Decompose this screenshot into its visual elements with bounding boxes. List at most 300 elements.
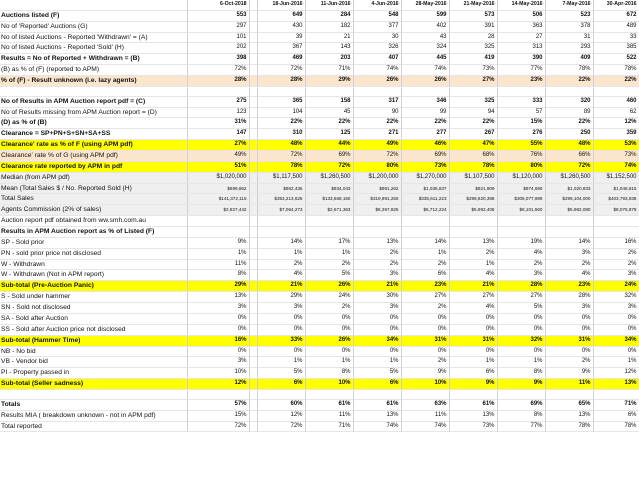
row-label-cell[interactable]: Auction report pdf obtained from ww.smh.com.au [0, 216, 187, 227]
value-cell[interactable]: 73% [449, 65, 497, 76]
value-cell[interactable]: $2,671,363 [305, 205, 353, 216]
value-cell[interactable]: 43 [401, 32, 449, 43]
value-cell[interactable]: 12% [593, 368, 639, 379]
value-cell[interactable]: 12% [593, 118, 639, 129]
value-cell[interactable]: 2% [401, 357, 449, 368]
value-cell[interactable]: 6% [401, 270, 449, 281]
value-cell[interactable]: 10% [187, 368, 249, 379]
value-cell[interactable]: 32% [497, 335, 545, 346]
value-cell[interactable]: 72% [257, 151, 305, 162]
value-cell[interactable]: 5% [257, 368, 305, 379]
value-cell[interactable]: 99 [401, 107, 449, 118]
value-cell[interactable]: 12% [187, 379, 249, 390]
value-cell[interactable]: 293 [545, 43, 593, 54]
value-cell[interactable]: 15% [187, 410, 249, 421]
value-cell[interactable]: 3% [353, 303, 401, 314]
value-cell[interactable]: 74% [401, 65, 449, 76]
value-cell[interactable]: 5% [353, 368, 401, 379]
value-cell[interactable]: $6,101,560 [497, 205, 545, 216]
row-label-cell[interactable]: W - Withdrawn (Not in APM report) [0, 270, 187, 281]
value-cell[interactable]: 22% [305, 118, 353, 129]
value-cell[interactable] [187, 227, 249, 238]
value-cell[interactable]: 0% [187, 346, 249, 357]
value-cell[interactable]: 326 [353, 43, 401, 54]
value-cell[interactable]: $305,077,989 [497, 194, 545, 205]
row-label-cell[interactable]: Clearance' rate % of G (using APM pdf) [0, 151, 187, 162]
row-label-cell[interactable]: No of Results missing from APM Auction report = (D) [0, 107, 187, 118]
value-cell[interactable]: 31% [545, 335, 593, 346]
value-cell[interactable]: 44% [305, 140, 353, 151]
row-label-cell[interactable]: Totals [0, 399, 187, 410]
value-cell[interactable]: 27% [187, 140, 249, 151]
value-cell[interactable]: 313 [497, 43, 545, 54]
value-cell[interactable]: 72% [257, 65, 305, 76]
value-cell[interactable]: 378 [545, 21, 593, 32]
value-cell[interactable]: 0% [353, 313, 401, 324]
value-cell[interactable]: 33 [593, 32, 639, 43]
value-cell[interactable]: 0% [353, 346, 401, 357]
value-cell[interactable]: 32% [593, 292, 639, 303]
value-cell[interactable]: 0% [545, 324, 593, 335]
value-cell[interactable]: 409 [545, 54, 593, 65]
row-label-cell[interactable]: No of 'Reported' Auctions (G) [0, 21, 187, 32]
value-cell[interactable]: $1,035,837 [401, 183, 449, 194]
row-label-cell[interactable]: Total Sales [0, 194, 187, 205]
value-cell[interactable]: $299,104,000 [545, 194, 593, 205]
row-label-cell[interactable]: No of Results in APM Auction report pdf = (C) [0, 96, 187, 107]
value-cell[interactable]: 1% [449, 357, 497, 368]
row-label-cell[interactable]: Sub-total (Hammer Time) [0, 335, 187, 346]
value-cell[interactable]: 398 [187, 54, 249, 65]
value-cell[interactable]: 62 [593, 107, 639, 118]
value-cell[interactable]: 3% [545, 248, 593, 259]
row-label-cell[interactable]: Results = No of Reported + Withdrawn = (B) [0, 54, 187, 65]
value-cell[interactable]: 65% [545, 399, 593, 410]
value-cell[interactable]: 22% [545, 118, 593, 129]
value-cell[interactable]: 0% [593, 346, 639, 357]
value-cell[interactable]: $2,827,442 [187, 205, 249, 216]
value-cell[interactable]: 27% [401, 292, 449, 303]
value-cell[interactable]: 13% [449, 237, 497, 248]
row-label-cell[interactable]: Mean (Total Sales $ / No. Reported Sold (H) [0, 183, 187, 194]
value-cell[interactable]: 80% [353, 161, 401, 172]
value-cell[interactable]: 4% [545, 270, 593, 281]
value-cell[interactable]: 320 [545, 96, 593, 107]
value-cell[interactable]: 72% [545, 161, 593, 172]
value-cell[interactable]: 30% [353, 292, 401, 303]
value-cell[interactable]: 14% [545, 237, 593, 248]
value-cell[interactable]: 72% [353, 151, 401, 162]
column-header-cell[interactable]: 30-Apr-2016 [593, 0, 639, 10]
value-cell[interactable]: $921,909 [449, 183, 497, 194]
value-cell[interactable]: 26% [401, 76, 449, 87]
value-cell[interactable]: 460 [593, 96, 639, 107]
row-label-cell[interactable]: SN - Sold not disclosed [0, 303, 187, 314]
value-cell[interactable]: 1% [305, 357, 353, 368]
value-cell[interactable]: 78% [593, 65, 639, 76]
value-cell[interactable]: $335,611,223 [401, 194, 449, 205]
value-cell[interactable]: $1,260,500 [545, 172, 593, 183]
value-cell[interactable]: 9% [449, 379, 497, 390]
value-cell[interactable]: 77% [497, 421, 545, 432]
value-cell[interactable]: 284 [305, 10, 353, 21]
value-cell[interactable]: 0% [187, 324, 249, 335]
row-label-cell[interactable] [0, 389, 187, 399]
value-cell[interactable]: 13% [353, 410, 401, 421]
value-cell[interactable]: 548 [353, 10, 401, 21]
value-cell[interactable]: $1,270,000 [401, 172, 449, 183]
row-label-cell[interactable]: (D) as % of (B) [0, 118, 187, 129]
value-cell[interactable]: 2% [449, 248, 497, 259]
value-cell[interactable]: 26% [353, 76, 401, 87]
value-cell[interactable] [401, 216, 449, 227]
value-cell[interactable]: 297 [187, 21, 249, 32]
value-cell[interactable]: 202 [187, 43, 249, 54]
value-cell[interactable]: 29% [257, 292, 305, 303]
value-cell[interactable]: 2% [545, 259, 593, 270]
value-cell[interactable]: 377 [353, 21, 401, 32]
value-cell[interactable]: 80% [497, 161, 545, 172]
value-cell[interactable]: 182 [305, 21, 353, 32]
value-cell[interactable]: 61% [449, 399, 497, 410]
value-cell[interactable] [401, 86, 449, 96]
value-cell[interactable]: 73% [593, 151, 639, 162]
value-cell[interactable]: 72% [187, 65, 249, 76]
row-label-cell[interactable]: PN - sold prior price not disclosed [0, 248, 187, 259]
value-cell[interactable] [257, 389, 305, 399]
row-label-cell[interactable]: Agents Commission (2% of sales) [0, 205, 187, 216]
value-cell[interactable]: 3% [593, 270, 639, 281]
value-cell[interactable]: 27 [497, 32, 545, 43]
value-cell[interactable] [593, 389, 639, 399]
value-cell[interactable]: 599 [401, 10, 449, 21]
value-cell[interactable]: $7,064,273 [257, 205, 305, 216]
value-cell[interactable]: 13% [353, 237, 401, 248]
row-label-cell[interactable]: No of listed Auctions - Reported 'Sold' (H) [0, 43, 187, 54]
row-label-cell[interactable]: Results MIA ( breakdown unknown - not in APM pdf) [0, 410, 187, 421]
value-cell[interactable]: 0% [401, 313, 449, 324]
value-cell[interactable]: 6% [593, 410, 639, 421]
value-cell[interactable]: 22% [545, 76, 593, 87]
value-cell[interactable]: 8% [497, 368, 545, 379]
value-cell[interactable]: 317 [353, 96, 401, 107]
value-cell[interactable]: 4% [257, 270, 305, 281]
value-cell[interactable]: 276 [497, 129, 545, 140]
value-cell[interactable]: 325 [449, 96, 497, 107]
value-cell[interactable]: 3% [497, 270, 545, 281]
value-cell[interactable]: 4% [449, 303, 497, 314]
value-cell[interactable]: 12% [257, 410, 305, 421]
value-cell[interactable] [353, 227, 401, 238]
value-cell[interactable]: 72% [257, 421, 305, 432]
value-cell[interactable]: $962,435 [257, 183, 305, 194]
value-cell[interactable]: $1,117,500 [257, 172, 305, 183]
value-cell[interactable]: 33% [257, 335, 305, 346]
value-cell[interactable]: $974,690 [497, 183, 545, 194]
value-cell[interactable] [257, 86, 305, 96]
value-cell[interactable]: 69% [401, 151, 449, 162]
value-cell[interactable]: 3% [187, 357, 249, 368]
value-cell[interactable]: 0% [257, 346, 305, 357]
value-cell[interactable]: 47% [449, 140, 497, 151]
value-cell[interactable]: 10% [401, 379, 449, 390]
value-cell[interactable]: $1,020,833 [545, 183, 593, 194]
value-cell[interactable]: 506 [497, 10, 545, 21]
value-cell[interactable]: 2% [401, 259, 449, 270]
value-cell[interactable] [353, 216, 401, 227]
column-header-cell[interactable]: 18-Jun-2016 [257, 0, 305, 10]
value-cell[interactable]: 17% [305, 237, 353, 248]
value-cell[interactable]: 48% [257, 140, 305, 151]
value-cell[interactable]: 123 [187, 107, 249, 118]
value-cell[interactable]: 553 [187, 10, 249, 21]
value-cell[interactable]: 24% [305, 292, 353, 303]
value-cell[interactable]: 69% [497, 399, 545, 410]
row-label-cell[interactable]: Results in APM Auction report as % of Listed (F) [0, 227, 187, 238]
row-label-cell[interactable]: SP - Sold prior [0, 237, 187, 248]
value-cell[interactable] [257, 216, 305, 227]
value-cell[interactable]: $8,075,879 [593, 205, 639, 216]
value-cell[interactable]: 2% [353, 259, 401, 270]
value-cell[interactable]: 4% [497, 248, 545, 259]
value-cell[interactable]: 522 [593, 54, 639, 65]
value-cell[interactable]: 24% [593, 281, 639, 292]
value-cell[interactable]: 2% [401, 303, 449, 314]
value-cell[interactable]: $299,620,398 [449, 194, 497, 205]
value-cell[interactable]: 0% [257, 324, 305, 335]
value-cell[interactable]: 277 [401, 129, 449, 140]
value-cell[interactable]: 0% [187, 313, 249, 324]
value-cell[interactable]: 275 [187, 96, 249, 107]
value-cell[interactable]: 73% [449, 421, 497, 432]
value-cell[interactable]: 445 [401, 54, 449, 65]
value-cell[interactable]: 48% [545, 140, 593, 151]
value-cell[interactable]: 367 [257, 43, 305, 54]
value-cell[interactable]: 125 [305, 129, 353, 140]
value-cell[interactable]: 53% [593, 140, 639, 151]
value-cell[interactable]: $1,152,500 [593, 172, 639, 183]
value-cell[interactable]: 30 [353, 32, 401, 43]
value-cell[interactable]: 11% [305, 410, 353, 421]
value-cell[interactable] [497, 86, 545, 96]
value-cell[interactable]: $403,793,938 [593, 194, 639, 205]
value-cell[interactable]: 359 [593, 129, 639, 140]
value-cell[interactable]: 22% [449, 118, 497, 129]
value-cell[interactable] [305, 86, 353, 96]
value-cell[interactable]: 419 [449, 54, 497, 65]
value-cell[interactable]: 74% [353, 65, 401, 76]
value-cell[interactable]: 31% [187, 118, 249, 129]
value-cell[interactable] [401, 389, 449, 399]
value-cell[interactable]: 2% [545, 357, 593, 368]
value-cell[interactable]: 57% [187, 399, 249, 410]
value-cell[interactable]: 1% [353, 357, 401, 368]
value-cell[interactable]: 407 [353, 54, 401, 65]
value-cell[interactable]: 0% [401, 346, 449, 357]
value-cell[interactable]: 158 [305, 96, 353, 107]
value-cell[interactable]: 0% [497, 313, 545, 324]
value-cell[interactable]: 28 [449, 32, 497, 43]
value-cell[interactable] [401, 227, 449, 238]
value-cell[interactable] [353, 389, 401, 399]
row-label-cell[interactable]: NB - No bid [0, 346, 187, 357]
value-cell[interactable]: 104 [257, 107, 305, 118]
value-cell[interactable] [449, 216, 497, 227]
value-cell[interactable]: 23% [497, 76, 545, 87]
value-cell[interactable]: 72% [187, 421, 249, 432]
row-label-cell[interactable] [0, 0, 187, 10]
value-cell[interactable]: 68% [449, 151, 497, 162]
value-cell[interactable]: 385 [593, 43, 639, 54]
value-cell[interactable]: 51% [187, 161, 249, 172]
value-cell[interactable]: 0% [305, 346, 353, 357]
value-cell[interactable]: 16% [593, 237, 639, 248]
value-cell[interactable]: 28% [497, 281, 545, 292]
value-cell[interactable]: 74% [593, 161, 639, 172]
value-cell[interactable]: $1,107,500 [449, 172, 497, 183]
value-cell[interactable]: 71% [593, 399, 639, 410]
value-cell[interactable]: 1% [497, 357, 545, 368]
value-cell[interactable]: 26% [305, 335, 353, 346]
value-cell[interactable] [257, 227, 305, 238]
value-cell[interactable]: 69% [305, 151, 353, 162]
value-cell[interactable]: 31% [449, 335, 497, 346]
value-cell[interactable]: 267 [449, 129, 497, 140]
value-cell[interactable]: 39 [257, 32, 305, 43]
value-cell[interactable] [187, 86, 249, 96]
value-cell[interactable]: 469 [257, 54, 305, 65]
value-cell[interactable]: 72% [305, 161, 353, 172]
value-cell[interactable]: $5,992,408 [449, 205, 497, 216]
value-cell[interactable]: 78% [593, 421, 639, 432]
value-cell[interactable]: 11% [545, 379, 593, 390]
value-cell[interactable]: 22% [353, 118, 401, 129]
value-cell[interactable]: 0% [401, 324, 449, 335]
value-cell[interactable]: 3% [593, 303, 639, 314]
value-cell[interactable] [305, 389, 353, 399]
value-cell[interactable]: 402 [401, 21, 449, 32]
value-cell[interactable]: 1% [187, 248, 249, 259]
row-label-cell[interactable]: Sub-total (Seller sadness) [0, 379, 187, 390]
value-cell[interactable] [545, 227, 593, 238]
row-label-cell[interactable]: Sub-total (Pre-Auction Panic) [0, 281, 187, 292]
column-header-cell[interactable]: 6-Oct-2018 [187, 0, 249, 10]
value-cell[interactable]: 29% [305, 76, 353, 87]
row-label-cell[interactable]: SS - Sold after Auction price not disclosed [0, 324, 187, 335]
row-label-cell[interactable]: SA - Sold after Auction [0, 313, 187, 324]
value-cell[interactable]: $1,020,000 [187, 172, 249, 183]
value-cell[interactable]: 2% [497, 259, 545, 270]
value-cell[interactable] [497, 389, 545, 399]
value-cell[interactable]: 9% [401, 368, 449, 379]
value-cell[interactable]: 11% [187, 259, 249, 270]
value-cell[interactable]: 13% [545, 410, 593, 421]
value-cell[interactable]: 430 [257, 21, 305, 32]
value-cell[interactable]: 325 [449, 43, 497, 54]
value-cell[interactable]: 15% [497, 118, 545, 129]
value-cell[interactable]: 0% [593, 313, 639, 324]
value-cell[interactable]: 310 [257, 129, 305, 140]
value-cell[interactable]: $1,120,000 [497, 172, 545, 183]
value-cell[interactable] [593, 227, 639, 238]
value-cell[interactable]: 19% [497, 237, 545, 248]
value-cell[interactable] [305, 216, 353, 227]
value-cell[interactable]: 78% [545, 65, 593, 76]
value-cell[interactable]: $1,260,500 [305, 172, 353, 183]
value-cell[interactable]: 71% [305, 421, 353, 432]
value-cell[interactable]: $353,213,625 [257, 194, 305, 205]
value-cell[interactable]: 0% [305, 324, 353, 335]
row-label-cell[interactable]: S - Sold under hammer [0, 292, 187, 303]
value-cell[interactable] [593, 86, 639, 96]
value-cell[interactable]: 49% [353, 140, 401, 151]
value-cell[interactable]: 27% [449, 76, 497, 87]
value-cell[interactable]: $6,712,224 [401, 205, 449, 216]
value-cell[interactable]: 94 [449, 107, 497, 118]
value-cell[interactable] [545, 389, 593, 399]
value-cell[interactable]: 3% [545, 303, 593, 314]
column-header-cell[interactable]: 28-May-2016 [401, 0, 449, 10]
value-cell[interactable]: 0% [449, 313, 497, 324]
value-cell[interactable]: 2% [305, 259, 353, 270]
value-cell[interactable] [449, 227, 497, 238]
value-cell[interactable] [187, 389, 249, 399]
value-cell[interactable]: 21% [353, 281, 401, 292]
value-cell[interactable]: 649 [257, 10, 305, 21]
value-cell[interactable]: 8% [187, 270, 249, 281]
value-cell[interactable]: $1,200,000 [353, 172, 401, 183]
row-label-cell[interactable]: No of listed Auctions - Reported 'Withdrawn' = (A) [0, 32, 187, 43]
value-cell[interactable]: 1% [257, 357, 305, 368]
value-cell[interactable]: 34% [353, 335, 401, 346]
value-cell[interactable] [497, 227, 545, 238]
value-cell[interactable]: 0% [497, 346, 545, 357]
value-cell[interactable]: 90 [353, 107, 401, 118]
value-cell[interactable]: 0% [305, 313, 353, 324]
value-cell[interactable]: 6% [353, 379, 401, 390]
value-cell[interactable]: 26% [305, 281, 353, 292]
value-cell[interactable]: 0% [545, 313, 593, 324]
value-cell[interactable]: 3% [187, 303, 249, 314]
value-cell[interactable]: 0% [353, 324, 401, 335]
value-cell[interactable]: 61% [353, 399, 401, 410]
value-cell[interactable]: 45 [305, 107, 353, 118]
value-cell[interactable]: 89 [545, 107, 593, 118]
value-cell[interactable]: 1% [257, 248, 305, 259]
value-cell[interactable]: 16% [187, 335, 249, 346]
column-header-cell[interactable]: 4-Jun-2016 [353, 0, 401, 10]
value-cell[interactable]: 9% [545, 368, 593, 379]
value-cell[interactable]: 324 [401, 43, 449, 54]
value-cell[interactable]: 34% [593, 335, 639, 346]
row-label-cell[interactable]: Clearance = SP+PN+S+SN+SA+SS [0, 129, 187, 140]
value-cell[interactable]: 271 [353, 129, 401, 140]
value-cell[interactable]: $5,982,080 [545, 205, 593, 216]
column-header-cell[interactable]: 7-May-2016 [545, 0, 593, 10]
value-cell[interactable]: 28% [257, 76, 305, 87]
value-cell[interactable]: $699,862 [187, 183, 249, 194]
value-cell[interactable]: 21% [449, 281, 497, 292]
value-cell[interactable] [545, 216, 593, 227]
value-cell[interactable]: 6% [257, 379, 305, 390]
value-cell[interactable]: $319,891,250 [353, 194, 401, 205]
row-label-cell[interactable]: (B) as % of (F) (reported to APM) [0, 65, 187, 76]
value-cell[interactable]: 61% [305, 399, 353, 410]
value-cell[interactable]: 31 [545, 32, 593, 43]
value-cell[interactable]: $1,048,815 [593, 183, 639, 194]
column-header-cell[interactable]: 21-May-2016 [449, 0, 497, 10]
value-cell[interactable] [593, 216, 639, 227]
